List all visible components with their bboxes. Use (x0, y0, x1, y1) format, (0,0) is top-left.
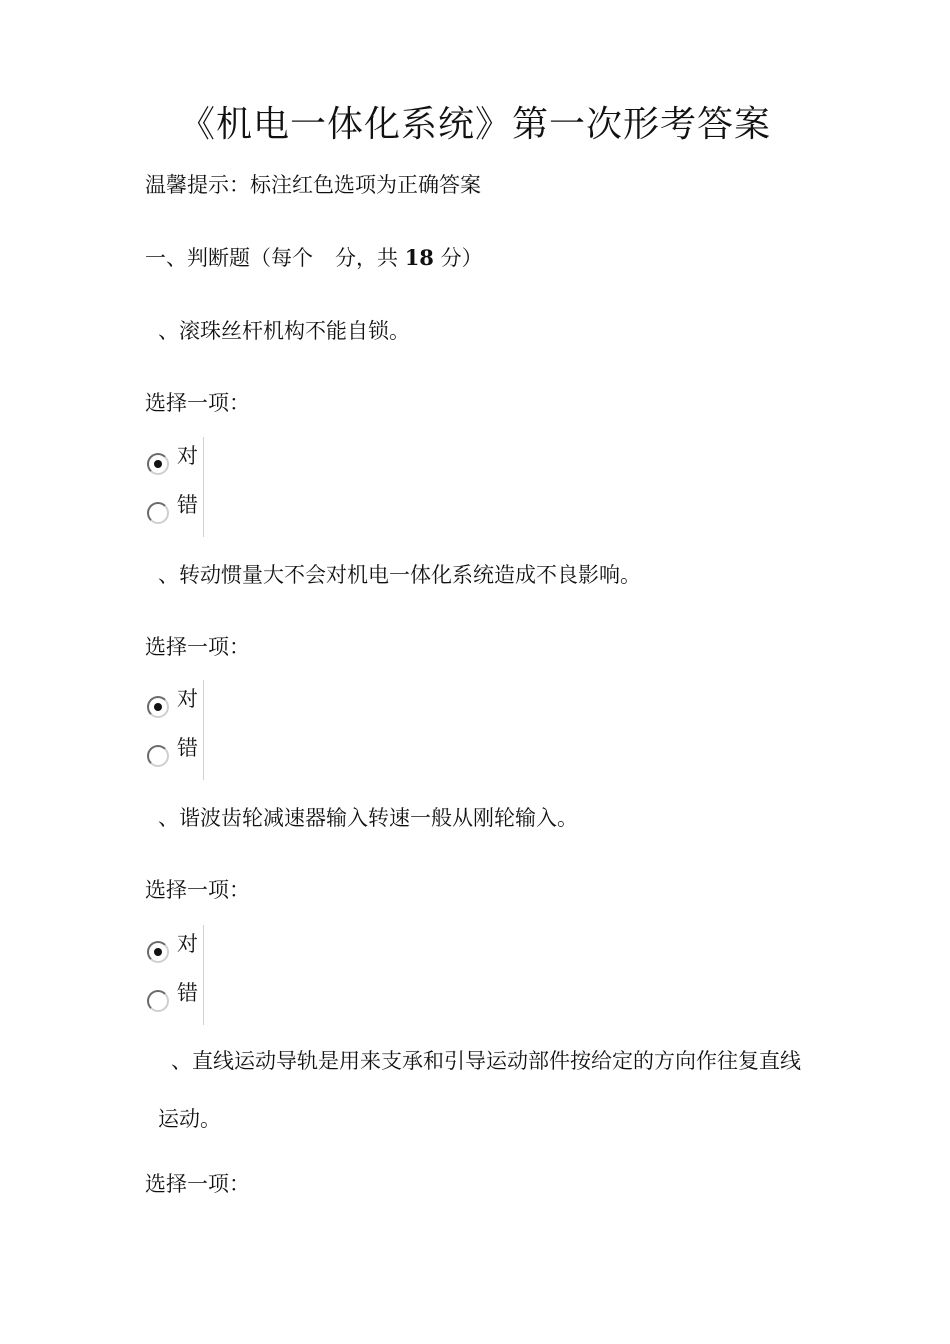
radio-unchecked-icon[interactable] (147, 502, 169, 524)
question-1-option-true[interactable] (145, 443, 203, 483)
question-1-choose-label: 选择一项： (145, 391, 250, 415)
question-1-options (145, 437, 204, 537)
radio-unchecked-icon[interactable] (147, 745, 169, 767)
section-points: 18 (404, 245, 434, 270)
radio-checked-icon[interactable] (147, 453, 169, 475)
section-suffix: 分） (440, 246, 483, 270)
question-2-text: 、转动惯量大不会对机电一体化系统造成不良影响。 (158, 563, 641, 587)
question-3-choose-label: 选择一项： (145, 878, 250, 902)
question-3-option-true[interactable] (145, 931, 203, 971)
option-label: 对 (177, 932, 198, 956)
question-4-text (158, 1032, 818, 1148)
option-label: 错 (177, 736, 198, 760)
question-3-options (145, 925, 204, 1025)
question-2-option-false[interactable] (145, 735, 203, 775)
question-4-text-content: 、直线运动导轨是用来支承和引导运动部件按给定的方向作往复直线运动。 (158, 1049, 801, 1131)
question-2-option-true[interactable] (145, 686, 203, 726)
question-3-option-false[interactable] (145, 980, 203, 1020)
question-2-choose-label: 选择一项： (145, 635, 250, 659)
question-4-choose-label: 选择一项： (145, 1172, 250, 1196)
question-1-option-false[interactable] (145, 492, 203, 532)
option-label: 错 (177, 493, 198, 517)
question-2-options (145, 680, 204, 780)
section-middle: 分，共 (335, 246, 398, 270)
hint-note: 温馨提示：标注红色选项为正确答案 (145, 173, 481, 197)
option-label: 对 (177, 687, 198, 711)
option-label: 错 (177, 981, 198, 1005)
section-prefix: 一、判断题（每个 (145, 246, 313, 270)
radio-checked-icon[interactable] (147, 941, 169, 963)
question-3-text: 、谐波齿轮减速器输入转速一般从刚轮输入。 (158, 806, 578, 830)
question-1-text: 、滚珠丝杆机构不能自锁。 (158, 319, 410, 343)
radio-unchecked-icon[interactable] (147, 990, 169, 1012)
radio-checked-icon[interactable] (147, 696, 169, 718)
document-title: 《机电一体化系统》第一次形考答案 (178, 104, 771, 145)
option-label: 对 (177, 444, 198, 468)
section-heading (145, 243, 483, 273)
